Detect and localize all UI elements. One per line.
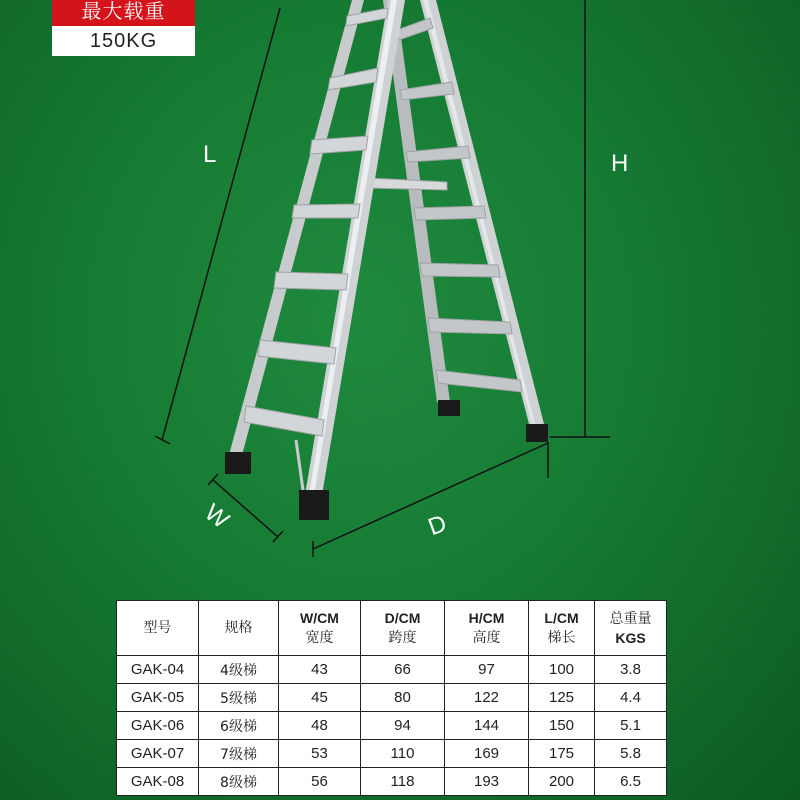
cell-width: 43 <box>279 656 361 684</box>
dimension-label-l: L <box>203 141 217 168</box>
cell-weight: 6.5 <box>595 768 667 796</box>
cell-model: GAK-08 <box>117 768 199 796</box>
header-weight: 总重量 KGS <box>595 601 667 656</box>
table-row <box>117 768 667 796</box>
max-load-value: 150KG <box>52 26 195 56</box>
header-width: W/CM 宽度 <box>279 601 361 656</box>
dimension-label-d: D <box>424 509 451 542</box>
cell-model: GAK-05 <box>117 684 199 712</box>
max-load-title: 最大载重 <box>52 0 195 26</box>
cell-length: 200 <box>529 768 595 796</box>
cell-height: 122 <box>445 684 529 712</box>
spec-table <box>116 600 667 796</box>
header-spec: 规格 <box>199 601 279 656</box>
cell-spec: 8级梯 <box>199 768 279 796</box>
cell-model: GAK-04 <box>117 656 199 684</box>
cell-width: 45 <box>279 684 361 712</box>
table-row <box>117 712 667 740</box>
cell-width: 56 <box>279 768 361 796</box>
ladder-front-frame <box>225 0 405 520</box>
cell-spec: 5级梯 <box>199 684 279 712</box>
cell-length: 100 <box>529 656 595 684</box>
header-model: 型号 <box>117 601 199 656</box>
cell-length: 175 <box>529 740 595 768</box>
cell-height: 97 <box>445 656 529 684</box>
cell-span: 66 <box>361 656 445 684</box>
cell-width: 48 <box>279 712 361 740</box>
header-height: H/CM 高度 <box>445 601 529 656</box>
table-row <box>117 740 667 768</box>
cell-width: 53 <box>279 740 361 768</box>
header-length: L/CM 梯长 <box>529 601 595 656</box>
cell-spec: 6级梯 <box>199 712 279 740</box>
dimension-label-h: H <box>611 150 629 177</box>
cell-weight: 5.8 <box>595 740 667 768</box>
header-span: D/CM 跨度 <box>361 601 445 656</box>
dim-line-w-tick-b <box>273 531 283 542</box>
cell-height: 193 <box>445 768 529 796</box>
ladder-back-frame <box>383 0 548 442</box>
cell-weight: 4.4 <box>595 684 667 712</box>
cell-span: 110 <box>361 740 445 768</box>
table-row <box>117 656 667 684</box>
cell-weight: 5.1 <box>595 712 667 740</box>
cell-height: 169 <box>445 740 529 768</box>
cell-span: 80 <box>361 684 445 712</box>
cell-weight: 3.8 <box>595 656 667 684</box>
dimension-label-w: W <box>199 498 234 535</box>
cell-height: 144 <box>445 712 529 740</box>
cell-model: GAK-06 <box>117 712 199 740</box>
cell-spec: 4级梯 <box>199 656 279 684</box>
cell-spec: 7级梯 <box>199 740 279 768</box>
cell-model: GAK-07 <box>117 740 199 768</box>
max-load-badge <box>52 0 195 56</box>
cell-length: 125 <box>529 684 595 712</box>
cell-span: 118 <box>361 768 445 796</box>
cell-length: 150 <box>529 712 595 740</box>
spreader-bar <box>368 178 447 190</box>
cell-span: 94 <box>361 712 445 740</box>
table-row <box>117 684 667 712</box>
table-header-row <box>117 601 667 656</box>
